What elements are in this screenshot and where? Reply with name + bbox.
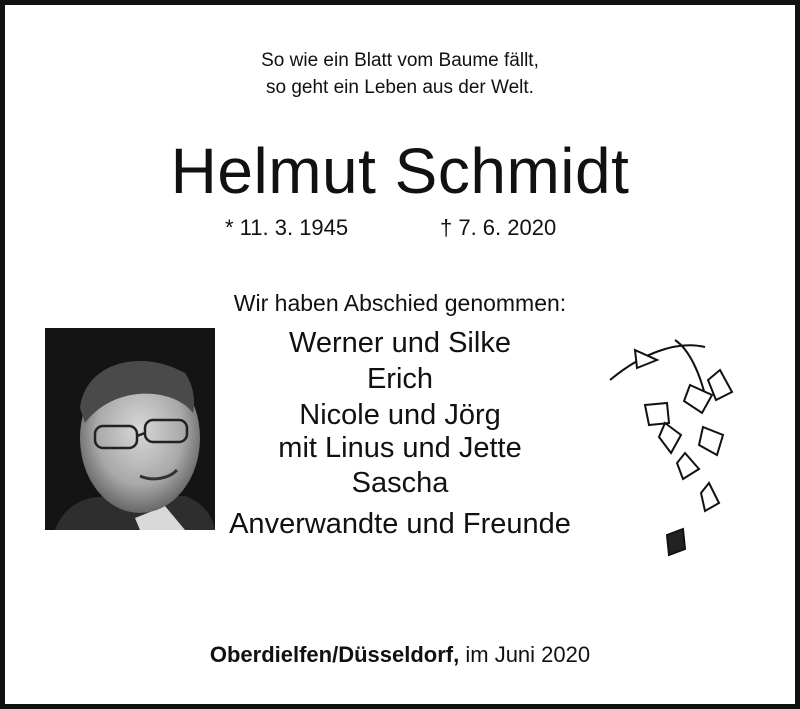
- mourner-line: Nicole und Jörg: [299, 399, 501, 431]
- mourner-line: Sascha: [351, 467, 449, 499]
- mourner-line: Erich: [366, 363, 434, 395]
- farewell-intro: Wir haben Abschied genommen:: [233, 290, 567, 316]
- mourner-line: mit Linus und Jette: [278, 432, 522, 464]
- mourner-line: Werner und Silke: [289, 327, 511, 359]
- footer-date: im Juni 2020: [465, 642, 591, 667]
- verse-line-1: So wie ein Blatt vom Baume fällt,: [261, 50, 539, 71]
- deceased-name: Helmut Schmidt: [170, 135, 630, 207]
- falling-leaves-icon: [605, 335, 755, 575]
- verse-line-2: so geht ein Leben aus der Welt.: [266, 77, 534, 98]
- mourner-line: Anverwandte und Freunde: [229, 508, 571, 540]
- portrait-photo: [45, 328, 215, 530]
- birth-date: * 11. 3. 1945: [225, 215, 349, 240]
- footer: [5, 640, 795, 670]
- verse: [5, 47, 795, 101]
- footer-place: Oberdielfen/Düsseldorf,: [209, 642, 460, 667]
- death-date: † 7. 6. 2020: [440, 215, 557, 240]
